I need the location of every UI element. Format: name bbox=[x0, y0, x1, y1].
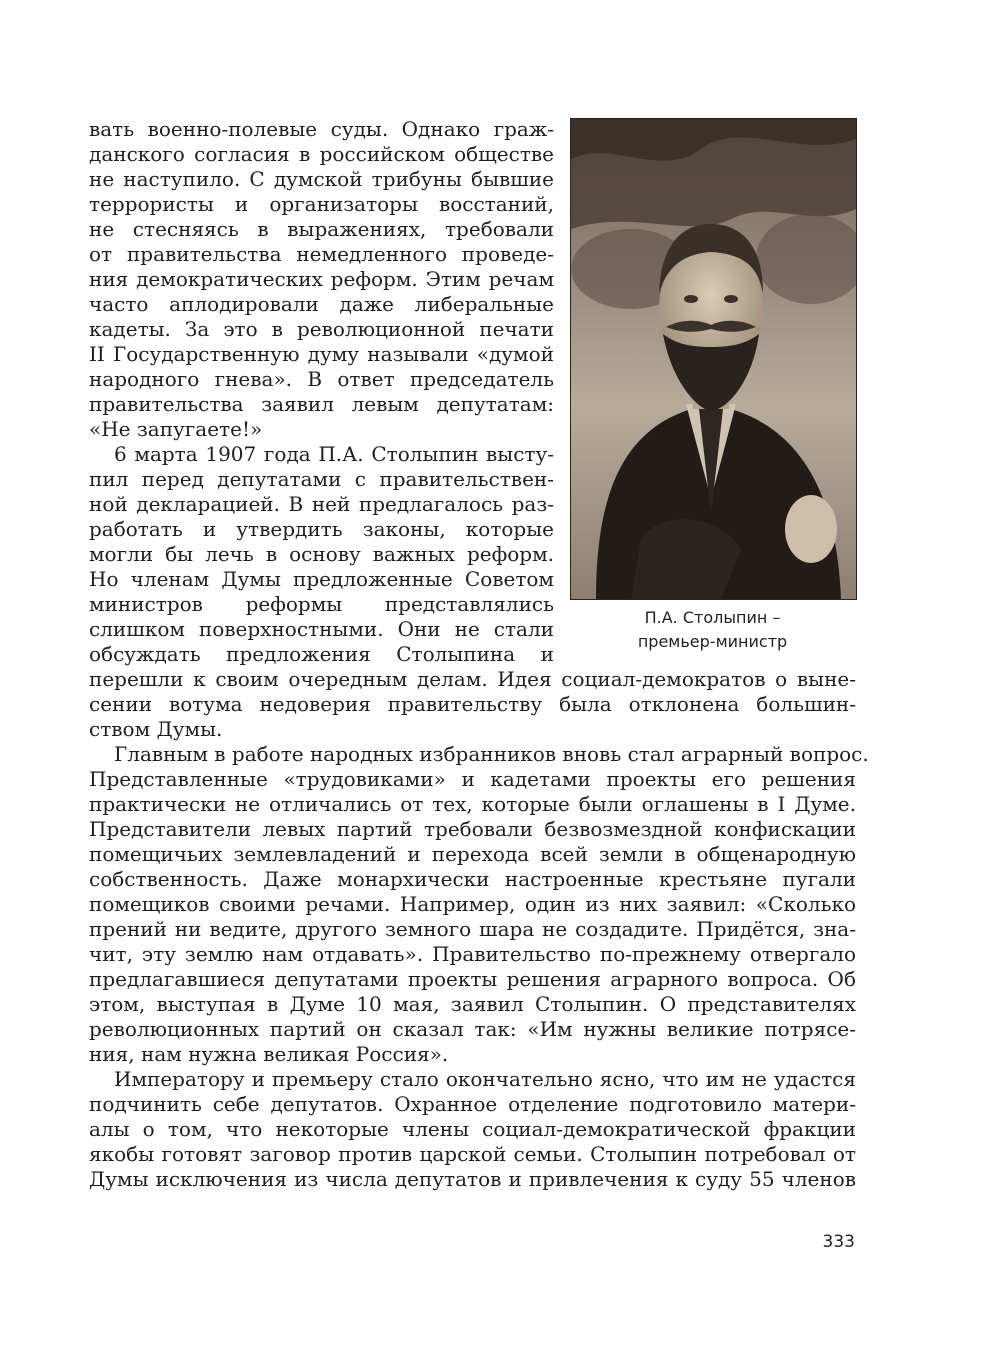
text-line: террористы и организаторы восстаний, bbox=[89, 192, 554, 216]
text-line: работать и утвердить законы, которые bbox=[89, 517, 554, 541]
text-line: практически не отличались от тех, которые были оглашены в I Думе. bbox=[89, 792, 856, 816]
text-line: Думы исключения из числа депутатов и привлечения к суду 55 членов bbox=[89, 1167, 856, 1191]
text-line: помещичьих землевладений и перехода всей земли в общенародную bbox=[89, 842, 856, 866]
text-line: ния демократических реформ. Этим речам bbox=[89, 267, 554, 291]
text-line: чит, эту землю нам отдавать». Правительство по-прежнему отвергало bbox=[89, 942, 856, 966]
text-line: вать военно-полевые суды. Однако граж- bbox=[89, 117, 554, 141]
text-line: не наступило. С думской трибуны бывшие bbox=[89, 167, 554, 191]
text-line: алы о том, что некоторые члены социал-демократической фракции bbox=[89, 1117, 856, 1141]
text-line: министров реформы представлялись bbox=[89, 592, 554, 616]
text-line: Но членам Думы предложенные Советом bbox=[89, 567, 554, 591]
text-line: часто аплодировали даже либеральные bbox=[89, 292, 554, 316]
photo-caption bbox=[570, 606, 855, 654]
text-line: помещиков своими речами. Например, один из них заявил: «Сколько bbox=[89, 892, 856, 916]
text-line: подчинить себе депутатов. Охранное отделение подготовило матери- bbox=[89, 1092, 856, 1116]
text-line: кадеты. За это в революционной печати bbox=[89, 317, 554, 341]
paragraph-first-line: Императору и премьеру стало окончательно ясно, что им не удастся bbox=[114, 1067, 856, 1091]
paragraph-first-line: Главным в работе народных избранников вновь стал аграрный вопрос. bbox=[114, 742, 869, 766]
text-line: от правительства немедленного проведе- bbox=[89, 242, 554, 266]
caption-line: П.А. Столыпин – bbox=[644, 608, 781, 627]
text-line: данского согласия в российском обществе bbox=[89, 142, 554, 166]
text-line: сении вотума недоверия правительству была отклонена большин- bbox=[89, 692, 856, 716]
text-line: обсуждать предложения Столыпина и bbox=[89, 642, 554, 666]
text-line: «Не запугаете!» bbox=[89, 417, 263, 441]
text-line: предлагавшиеся депутатами проекты решения аграрного вопроса. Об bbox=[89, 967, 856, 991]
text-line: народного гнева». В ответ председатель bbox=[89, 367, 554, 391]
text-line: могли бы лечь в основу важных реформ. bbox=[89, 542, 554, 566]
text-line: не стесняясь в выражениях, требовали bbox=[89, 217, 554, 241]
text-line: слишком поверхностными. Они не стали bbox=[89, 617, 554, 641]
text-line: правительства заявил левым депутатам: bbox=[89, 392, 554, 416]
stolypin-portrait-photo bbox=[570, 118, 857, 600]
text-line: перешли к своим очередным делам. Идея социал-демократов о выне- bbox=[89, 667, 856, 691]
text-line: собственность. Даже монархически настроенные крестьяне пугали bbox=[89, 867, 856, 891]
page-number: 333 bbox=[822, 1232, 855, 1252]
text-line: пил перед депутатами с правительствен- bbox=[89, 467, 554, 491]
text-line: Представленные «трудовиками» и кадетами проекты его решения bbox=[89, 767, 856, 791]
text-line: этом, выступая в Думе 10 мая, заявил Столыпин. О представителях bbox=[89, 992, 856, 1016]
text-line: якобы готовят заговор против царской семьи. Столыпин потребовал от bbox=[89, 1142, 856, 1166]
paragraph-first-line: 6 марта 1907 года П.А. Столыпин высту- bbox=[114, 442, 554, 466]
text-line: Представители левых партий требовали безвозмездной конфискации bbox=[89, 817, 856, 841]
text-line: революционных партий он сказал так: «Им нужны великие потрясе- bbox=[89, 1017, 856, 1041]
text-line: II Государственную думу называли «думой bbox=[89, 342, 554, 366]
text-line: прений ни ведите, другого земного шара не создадите. Придётся, зна- bbox=[89, 917, 856, 941]
text-line: ния, нам нужна великая Россия». bbox=[89, 1042, 449, 1066]
caption-line: премьер-министр bbox=[637, 632, 788, 651]
text-line: ной декларацией. В ней предлагалось раз- bbox=[89, 492, 554, 516]
text-line: ством Думы. bbox=[89, 717, 223, 741]
